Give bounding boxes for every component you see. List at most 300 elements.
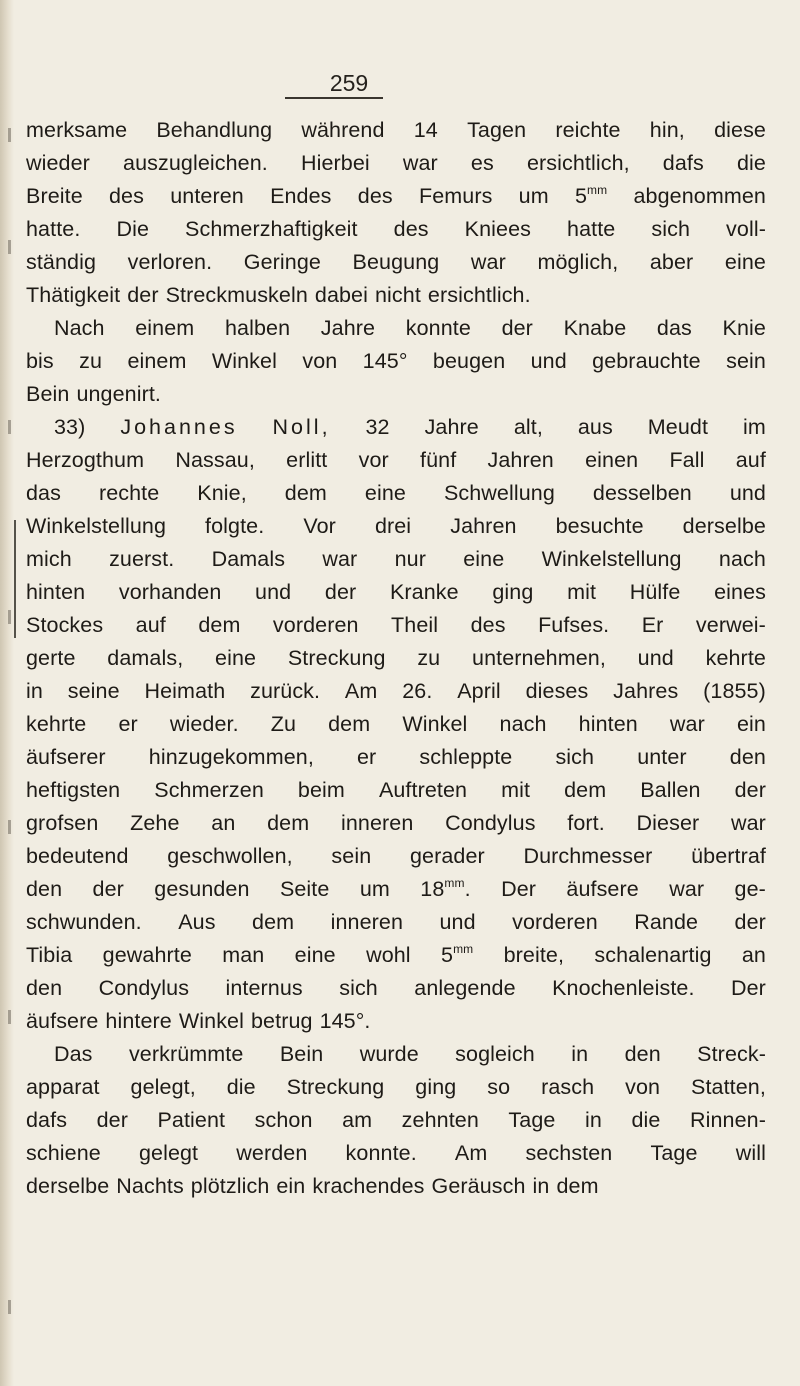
word: Schmerzhaftigkeit [185,217,358,241]
word: zu [79,349,103,373]
word: er [118,712,138,736]
word: verloren. [127,250,213,274]
text-line [26,477,766,510]
word: geschwollen, [167,844,293,868]
word: Jahre [320,316,376,340]
word: den [729,745,766,769]
word: im [743,415,766,439]
gutter-speck [8,820,11,834]
word: Winkel [211,349,277,373]
word: apparat [26,1075,100,1099]
word: sogleich [455,1042,535,1066]
word: Stockes [26,613,104,637]
word: Winkelstellung [541,547,682,571]
word: gebrauchte [592,349,701,373]
text-line [26,1071,766,1104]
word: Seite [279,877,330,901]
word: erlitt [286,448,328,472]
gutter-speck [8,420,11,434]
word: konnte [405,316,471,340]
word: das [26,481,61,505]
word: den [26,877,63,901]
text-line [26,708,766,741]
word: war [669,712,705,736]
word: und [637,646,674,670]
text-line [26,543,766,576]
word: ging [415,1075,457,1099]
word: dem [252,910,295,934]
word: Behandlung [156,118,273,142]
page-number-underline [285,97,383,99]
word: einem [135,316,195,340]
word: gerte [26,646,76,670]
word: Jahre [424,415,479,439]
word: möglich, [537,250,619,274]
word: folgte. [205,514,265,538]
word: bedeutend [26,844,129,868]
word: eine [294,943,336,967]
word: übertraf [691,844,766,868]
word: der [92,877,124,901]
word: Thätigkeit [26,283,121,307]
word: Hülfe [629,580,681,604]
word: sich [651,217,691,241]
word: den [624,1042,661,1066]
text-line [26,444,766,477]
word: zu [417,646,441,670]
word: besuchte [555,514,644,538]
word: breite, [503,943,565,967]
word: Condylus [445,811,536,835]
word: ein [276,1174,306,1198]
word: äufsere [26,1009,99,1033]
word: mich [26,547,72,571]
word: vorderen [512,910,598,934]
word: abgenommen [633,184,766,208]
word: gerader [409,844,485,868]
word: hin, [649,118,685,142]
word: voll- [726,217,766,241]
word: Zu [270,712,297,736]
text-line [26,180,766,213]
word: Bein [279,1042,324,1066]
word: Hierbei [300,151,370,175]
word: eine [364,481,406,505]
word: Knabe [563,316,627,340]
text-line [26,906,766,939]
word: derselbe [682,514,766,538]
word: Beugung [352,250,440,274]
word: ungenirt. [76,382,162,406]
word: in [584,1108,602,1132]
word: Kniees [464,217,531,241]
word: dem [267,811,310,835]
word: eine [215,646,257,670]
word: während [301,118,385,142]
word: schwunden. [26,910,142,934]
word: es [470,151,494,175]
word: eine [724,250,766,274]
word: auf [135,613,166,637]
word: wohl [366,943,411,967]
word: sechsten [525,1141,613,1165]
word: Streckung [287,646,386,670]
word: aus [577,415,613,439]
word: Rinnen- [689,1108,766,1132]
word: krachendes [312,1174,425,1198]
word: sein [331,844,372,868]
text-line [26,510,766,543]
word: des [393,217,429,241]
word: desselben [592,481,692,505]
text-line [26,807,766,840]
word: Heimath [144,679,226,703]
word: zurück. [250,679,321,703]
word: Meudt [647,415,709,439]
text-line [26,114,766,147]
word: rasch [541,1075,595,1099]
word: des [357,184,393,208]
word: Geringe [243,250,321,274]
word: reichte [555,118,621,142]
word: Schwellung [443,481,555,505]
word: Aus [178,910,216,934]
word: an [211,811,236,835]
word: Tibia [26,943,73,967]
word: schalenartig [594,943,712,967]
text-line [26,609,766,642]
word: schon [254,1108,313,1132]
word: Das [54,1042,93,1066]
word: man [222,943,265,967]
word: des [109,184,144,208]
word: an [741,943,766,967]
word: ständig [26,250,97,274]
word: Zehe [130,811,180,835]
word: $18^{mm}$. [420,876,471,901]
text-line [26,1038,766,1071]
word: vorhanden [118,580,222,604]
word: Winkel [178,1009,244,1033]
word: merksame [26,118,128,142]
text-line [26,312,766,345]
word: Durchmesser [523,844,653,868]
word: April [457,679,501,703]
word: gewahrte [102,943,192,967]
text-line [26,411,766,444]
word: wurde [359,1042,419,1066]
word: internus [225,976,303,1000]
word: Tage [508,1108,556,1132]
word: dem [328,712,371,736]
text-line [26,246,766,279]
word: verwei- [695,613,766,637]
word: am [342,1108,373,1132]
word: war [669,877,705,901]
word: Fall [669,448,705,472]
word: nach [499,712,547,736]
word: Knie [722,316,766,340]
word: Jahren [487,448,554,472]
word: einen [585,448,639,472]
word: und [439,910,476,934]
word: Rande [634,910,699,934]
word: vor [358,448,389,472]
word: von [625,1075,661,1099]
text-line [26,972,766,1005]
text-line [26,939,766,972]
word: 33) [54,415,86,439]
word: mit [567,580,597,604]
word: Tage [650,1141,698,1165]
word: Am [344,679,378,703]
word: wieder. [169,712,239,736]
word: Geräusch [431,1174,526,1198]
word: bis [26,349,54,373]
word: dabei [314,283,368,307]
word: der [96,1108,128,1132]
text-line [26,1005,766,1038]
word: kehrte [26,712,87,736]
word: so [487,1075,511,1099]
word: sein [726,349,766,373]
word: und [530,349,567,373]
word: 14 [413,118,438,142]
word: Knie, [197,481,247,505]
word: war [470,250,506,274]
word: kehrte [705,646,766,670]
word: wieder [26,151,90,175]
text-line [26,279,766,312]
word: er [357,745,377,769]
word: äufserer [26,745,106,769]
word: den [26,976,63,1000]
word: war [730,811,766,835]
word: zuerst. [109,547,175,571]
text-line [26,840,766,873]
word: konnte. [345,1141,417,1165]
word: war [402,151,438,175]
text-line [26,774,766,807]
word: Knochenleiste. [552,976,695,1000]
text-line [26,147,766,180]
word: verkrümmte [128,1042,244,1066]
word: hinten [578,712,638,736]
word: und [729,481,766,505]
word: diese [714,118,766,142]
word: seine [67,679,120,703]
word: plötzlich [190,1174,270,1198]
word: beugen [432,349,506,373]
text-line [26,873,766,906]
word: dem [556,1174,599,1198]
word: Die [116,217,149,241]
word: Auftreten [378,778,468,802]
word: Theil [391,613,439,637]
word: Jahres [613,679,679,703]
word: Vor [303,514,336,538]
word: Nach [54,316,105,340]
word: dafs [26,1108,68,1132]
word: Der [730,976,766,1000]
word: dem [564,778,607,802]
word: schleppte [419,745,513,769]
body-text [26,114,766,1203]
word: rechte [98,481,160,505]
word: um [359,877,390,901]
word: aber [649,250,694,274]
word: ging [492,580,534,604]
word: der [324,580,357,604]
word: der [127,283,159,307]
word: der [734,910,766,934]
word: 32 [365,415,390,439]
word: dem [198,613,241,637]
word: des [470,613,506,637]
word: fünf [420,448,457,472]
word: gelegt [138,1141,199,1165]
text-line [26,378,766,411]
word: die [226,1075,256,1099]
word: von [302,349,338,373]
word: will [735,1141,766,1165]
word: hatte. [26,217,81,241]
gutter-speck [8,1010,11,1024]
text-line [26,1104,766,1137]
text-line [26,1170,766,1203]
word: inneren [330,910,404,934]
word: hatte [567,217,616,241]
word: gelegt, [130,1075,196,1099]
word: Kranke [389,580,459,604]
word: halben [224,316,291,340]
word: fort. [567,811,605,835]
word: Jahren [450,514,517,538]
word: eine [463,547,505,571]
word: werden [236,1141,308,1165]
word: Streckmuskeln [165,283,308,307]
word: Nachts [116,1174,184,1198]
word: hinzugekommen, [148,745,314,769]
word: damals, [107,646,184,670]
word: mit [501,778,531,802]
word: äufsere [566,877,639,901]
gutter-speck [8,610,11,624]
word: um [518,184,549,208]
gutter-speck [8,1300,11,1314]
word: Noll, [272,415,331,439]
word: Bein [26,382,70,406]
word: Statten, [691,1075,766,1099]
word: nach [718,547,766,571]
word: hinten [26,580,86,604]
word: dieses [525,679,589,703]
word: Johannes [120,415,238,439]
word: ein [736,712,766,736]
gutter-speck [8,240,11,254]
word: Streckung [286,1075,385,1099]
word: unter [637,745,687,769]
word: hintere [105,1009,172,1033]
word: derselbe [26,1174,110,1198]
text-line [26,345,766,378]
word: sich [555,745,595,769]
text-line [26,576,766,609]
word: sich [339,976,378,1000]
word: nur [394,547,426,571]
text-line [26,642,766,675]
word: der [501,316,533,340]
word: heftigsten [26,778,121,802]
word: drei [374,514,412,538]
word: Tagen [467,118,527,142]
word: Breite [26,184,83,208]
word: Winkelstellung [26,514,167,538]
word: alt, [513,415,543,439]
word: Der [501,877,537,901]
word: grofsen [26,811,99,835]
word: Ballen [640,778,701,802]
word: und [255,580,292,604]
margin-rule [14,520,16,638]
word: 145°. [319,1009,371,1033]
word: beim [297,778,345,802]
page-gutter-shadow [0,0,14,1386]
word: dem [284,481,327,505]
word: $5^{mm}$ [441,942,474,967]
word: die [736,151,766,175]
word: Herzogthum [26,448,145,472]
word: einem [127,349,187,373]
gutter-speck [8,128,11,142]
word: unteren [170,184,244,208]
word: unternehmen, [472,646,606,670]
word: vorderen [272,613,359,637]
word: Er [641,613,664,637]
word: schiene [26,1141,101,1165]
word: Endes [270,184,332,208]
word: in [26,679,43,703]
word: $5^{mm}$ [574,183,608,208]
page-number: 259 [329,70,369,96]
word: in [571,1042,589,1066]
word: Winkel [402,712,468,736]
word: die [631,1108,661,1132]
word: dafs [662,151,704,175]
word: inneren [340,811,414,835]
word: anlegende [414,976,516,1000]
word: ge- [734,877,766,901]
text-line [26,213,766,246]
word: Fufses. [538,613,610,637]
word: Dieser [636,811,700,835]
word: Condylus [98,976,190,1000]
word: 145° [362,349,408,373]
text-line [26,1137,766,1170]
text-line [26,675,766,708]
word: zehnten [401,1108,479,1132]
word: Streck- [697,1042,766,1066]
word: Schmerzen [154,778,264,802]
word: der [734,778,766,802]
word: das [656,316,692,340]
word: betrug [251,1009,313,1033]
text-line [26,741,766,774]
word: nicht [375,283,421,307]
word: auszugleichen. [123,151,268,175]
word: Patient [157,1108,226,1132]
word: Damals [211,547,286,571]
